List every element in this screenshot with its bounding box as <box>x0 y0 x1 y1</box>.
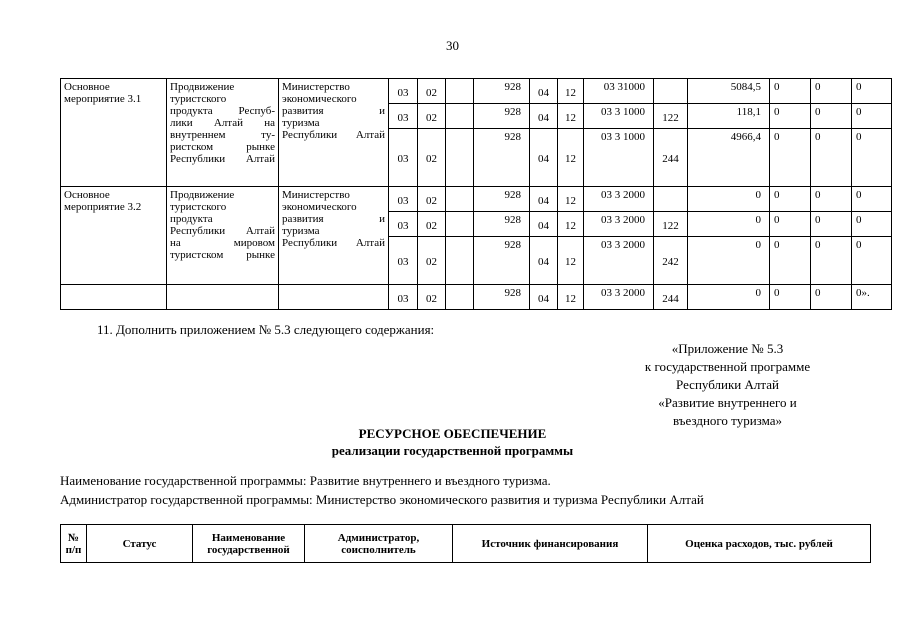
cell-code-vr: 244 <box>654 129 688 187</box>
executor-line: экономического <box>282 93 357 105</box>
cell-code-grbs: 03 <box>389 285 418 310</box>
cell-code-csr: 03 3 2000 <box>584 187 654 212</box>
activity-description <box>167 79 279 187</box>
description-line: внутреннем ту- <box>170 129 275 141</box>
cell-code-pr: 12 <box>558 79 584 104</box>
cell-amount: 0 <box>688 187 770 212</box>
cell-value-year2: 0 <box>811 104 852 129</box>
document-subtitle: реализации государственной программы <box>331 443 574 458</box>
description-line: на мировом <box>170 237 275 249</box>
executor-line: развития и <box>282 213 385 225</box>
cell-code-empty <box>446 285 474 310</box>
appendix-line: «Приложение № 5.3 <box>671 341 784 356</box>
cell-value-year2: 0 <box>811 212 852 237</box>
cell-code-rz: 04 <box>530 104 558 129</box>
cell-code-ministry: 928 <box>474 212 530 237</box>
cell-code-section: 02 <box>418 285 446 310</box>
cell-code-csr: 03 31000 <box>584 79 654 104</box>
cell-code-vr: 122 <box>654 104 688 129</box>
table-row <box>61 187 892 212</box>
cell-code-vr: 122 <box>654 212 688 237</box>
cell-value-year2: 0 <box>811 237 852 285</box>
document-title: РЕСУРСНОЕ ОБЕСПЕЧЕНИЕ <box>358 426 547 441</box>
cell-code-empty <box>446 212 474 237</box>
cell-code-grbs: 03 <box>389 104 418 129</box>
description-line: туристского <box>170 201 227 213</box>
activity-description <box>167 187 279 285</box>
executor-line: Республики Алтай <box>282 129 385 141</box>
activity-name: Основное мероприятие 3.1 <box>61 79 167 187</box>
cell-code-empty <box>446 237 474 285</box>
cell-amount: 0 <box>688 212 770 237</box>
cell-amount: 0 <box>688 285 770 310</box>
cell-value-year1: 0 <box>770 285 811 310</box>
cell-value-year1: 0 <box>770 104 811 129</box>
cell-value-year1: 0 <box>770 187 811 212</box>
description-line: Республики Алтай <box>170 225 275 237</box>
executor-line: Республики Алтай <box>282 237 385 249</box>
budget-table <box>60 78 892 310</box>
cell-code-section: 02 <box>418 212 446 237</box>
cell-value-year1: 0 <box>770 212 811 237</box>
program-name: Наименование государственной программы: Развитие внутреннего и въездного туризма. <box>60 473 551 488</box>
cell-value-year3: 0». <box>852 285 892 310</box>
header-program-name: Наименование государственной <box>193 525 305 563</box>
cell-code-vr: 242 <box>654 237 688 285</box>
cell-code-ministry: 928 <box>474 104 530 129</box>
cell-amount: 0 <box>688 237 770 285</box>
cell-code-csr: 03 3 2000 <box>584 285 654 310</box>
cell-value-year3: 0 <box>852 129 892 187</box>
cell-value-year1: 0 <box>770 129 811 187</box>
cell-amount: 5084,5 <box>688 79 770 104</box>
cell-value-year3: 0 <box>852 104 892 129</box>
cell-code-rz: 04 <box>530 129 558 187</box>
appendix-heading <box>610 340 845 430</box>
cell-code-section: 02 <box>418 237 446 285</box>
cell-value-year3: 0 <box>852 237 892 285</box>
description-line: Продвижение <box>170 81 235 93</box>
table-row <box>61 285 892 310</box>
cell-code-section: 02 <box>418 79 446 104</box>
cell-value-year2: 0 <box>811 285 852 310</box>
cell-code-empty <box>446 187 474 212</box>
description-line: туристского <box>170 93 227 105</box>
cell-code-pr: 12 <box>558 187 584 212</box>
executor-line: экономического <box>282 201 357 213</box>
appendix-line: въездного туризма» <box>672 413 783 428</box>
activity-name: Основное мероприятие 3.2 <box>61 187 167 285</box>
description-line: лики Алтай на <box>170 117 275 129</box>
header-funding-source: Источник финансирования <box>453 525 648 563</box>
executor-line: туризма <box>282 117 320 129</box>
empty-cell <box>167 285 279 310</box>
empty-cell <box>279 285 389 310</box>
resource-table <box>60 524 871 563</box>
appendix-line: Республики Алтай <box>676 377 779 392</box>
cell-code-ministry: 928 <box>474 129 530 187</box>
cell-code-grbs: 03 <box>389 79 418 104</box>
description-line: Продвижение <box>170 189 235 201</box>
cell-value-year1: 0 <box>770 79 811 104</box>
cell-code-ministry: 928 <box>474 187 530 212</box>
cell-code-empty <box>446 104 474 129</box>
cell-amount: 4966,4 <box>688 129 770 187</box>
appendix-line: «Развитие внутреннего и <box>658 395 797 410</box>
cell-code-rz: 04 <box>530 79 558 104</box>
cell-code-csr: 03 3 2000 <box>584 212 654 237</box>
cell-code-rz: 04 <box>530 285 558 310</box>
description-line: продукта Респуб- <box>170 105 275 117</box>
cell-code-ministry: 928 <box>474 285 530 310</box>
activity-executor <box>279 79 389 187</box>
cell-code-csr: 03 3 1000 <box>584 129 654 187</box>
cell-code-pr: 12 <box>558 129 584 187</box>
cell-code-grbs: 03 <box>389 187 418 212</box>
table-row <box>61 79 892 104</box>
cell-value-year3: 0 <box>852 79 892 104</box>
cell-code-pr: 12 <box>558 237 584 285</box>
cell-code-csr: 03 3 1000 <box>584 104 654 129</box>
activity-executor <box>279 187 389 285</box>
cell-code-section: 02 <box>418 187 446 212</box>
cell-value-year1: 0 <box>770 237 811 285</box>
cell-code-grbs: 03 <box>389 237 418 285</box>
executor-line: Министерство <box>282 189 350 201</box>
description-line: продукта <box>170 213 213 225</box>
cell-amount: 118,1 <box>688 104 770 129</box>
paragraph-11: 11. Дополнить приложением № 5.3 следующего содержания: <box>97 322 435 337</box>
header-expense-estimate: Оценка расходов, тыс. рублей <box>648 525 871 563</box>
cell-code-ministry: 928 <box>474 79 530 104</box>
executor-line: развития и <box>282 105 385 117</box>
cell-code-rz: 04 <box>530 212 558 237</box>
cell-code-rz: 04 <box>530 237 558 285</box>
cell-code-pr: 12 <box>558 104 584 129</box>
description-line: туристском рынке <box>170 249 275 261</box>
resource-table-header-row <box>61 525 871 563</box>
cell-code-vr: 244 <box>654 285 688 310</box>
program-admin: Администратор государственной программы: Министерство экономического развития и туризма Республики Алтай <box>60 492 704 507</box>
cell-value-year2: 0 <box>811 187 852 212</box>
appendix-line: к государственной программе <box>644 359 811 374</box>
header-status: Статус <box>87 525 193 563</box>
cell-code-empty <box>446 129 474 187</box>
page-number: 30 <box>446 38 459 53</box>
executor-line: туризма <box>282 225 320 237</box>
description-line: Республики Алтай <box>170 153 275 165</box>
cell-code-csr: 03 3 2000 <box>584 237 654 285</box>
cell-code-vr <box>654 187 688 212</box>
header-number: № п/п <box>61 525 87 563</box>
executor-line: Министерство <box>282 81 350 93</box>
cell-code-rz: 04 <box>530 187 558 212</box>
cell-code-grbs: 03 <box>389 212 418 237</box>
cell-code-section: 02 <box>418 129 446 187</box>
cell-code-section: 02 <box>418 104 446 129</box>
cell-code-grbs: 03 <box>389 129 418 187</box>
cell-code-ministry: 928 <box>474 237 530 285</box>
cell-code-empty <box>446 79 474 104</box>
cell-code-pr: 12 <box>558 285 584 310</box>
cell-value-year2: 0 <box>811 79 852 104</box>
cell-value-year3: 0 <box>852 212 892 237</box>
description-line: ристском рынке <box>170 141 275 153</box>
empty-cell <box>61 285 167 310</box>
cell-value-year2: 0 <box>811 129 852 187</box>
header-administrator: Администратор, соисполнитель <box>305 525 453 563</box>
cell-code-pr: 12 <box>558 212 584 237</box>
cell-value-year3: 0 <box>852 187 892 212</box>
cell-code-vr <box>654 79 688 104</box>
